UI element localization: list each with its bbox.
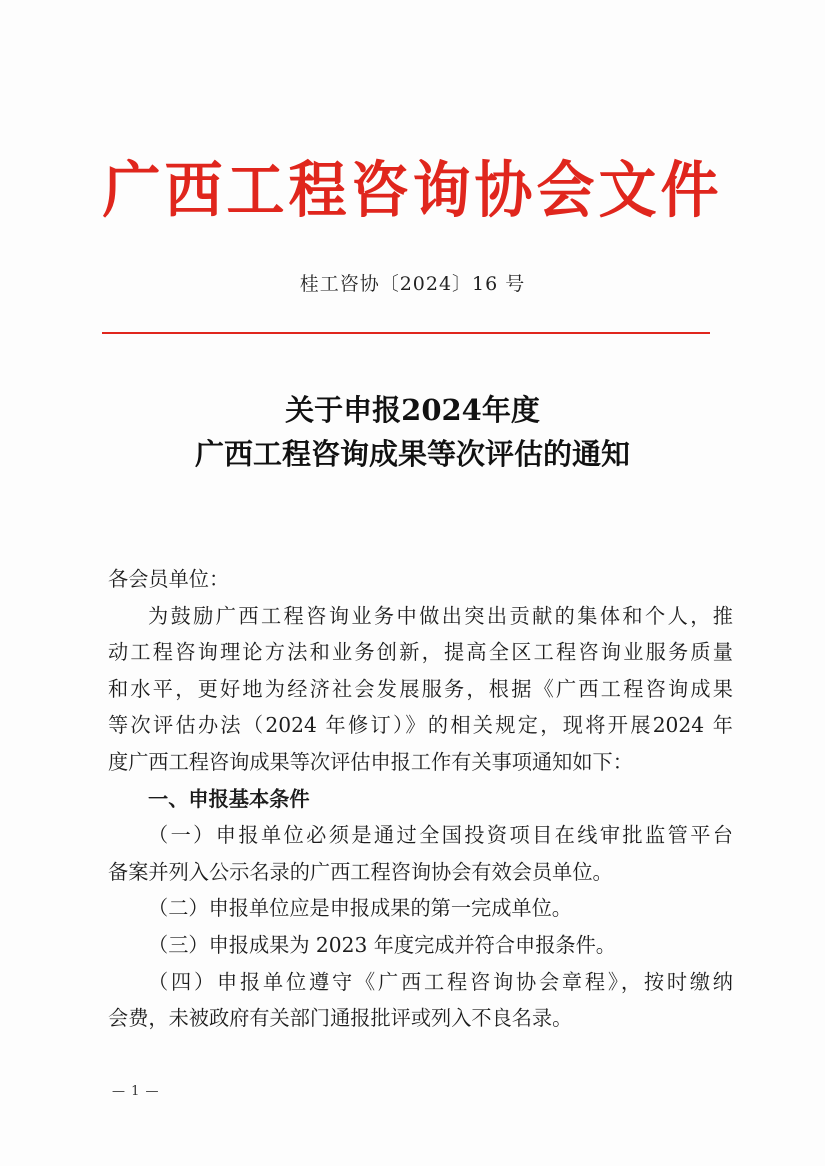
- condition-item-2: [108, 890, 733, 927]
- document-body: [108, 561, 733, 1037]
- notice-title-line-2: 广西工程咨询成果等次评估的通知: [194, 437, 630, 471]
- red-separator-line: [102, 332, 710, 334]
- condition-line: （二）申报单位应是申报成果的第一完成单位。: [148, 896, 572, 921]
- intro-line: 为鼓励广西工程咨询业务中做出突出贡献的集体和个人，推: [148, 603, 733, 628]
- intro-line: 和水平，更好地为经济社会发展服务，根据《广西工程咨询成果: [108, 676, 733, 701]
- condition-item-1: [108, 817, 733, 890]
- intro-line: 度广西工程咨询成果等次评估申报工作有关事项通知如下：: [108, 749, 633, 774]
- condition-line: （四）申报单位遵守《广西工程咨询协会章程》，按时缴纳: [148, 969, 733, 994]
- condition-line: （三）申报成果为 2023 年度完成并符合申报条件。: [148, 932, 616, 957]
- masthead-title: 广西工程咨询协会文件: [102, 154, 723, 226]
- intro-line: 等次评估办法（2024 年修订）》的相关规定，现将开展2024 年: [108, 713, 733, 738]
- condition-line: 会费，未被政府有关部门通报批评或列入不良名录。: [108, 1006, 573, 1031]
- notice-title: [0, 388, 825, 476]
- condition-item-4: [108, 964, 733, 1037]
- intro-line: 动工程咨询理论方法和业务创新，提高全区工程咨询业服务质量: [108, 640, 733, 665]
- condition-item-3: [108, 927, 733, 964]
- intro-paragraph: [108, 598, 733, 781]
- condition-line: （一）申报单位必须是通过全国投资项目在线审批监管平台: [148, 823, 733, 848]
- section-heading: 一、申报基本条件: [148, 786, 310, 811]
- page-number: — 1 —: [112, 1084, 160, 1099]
- salutation: 各会员单位：: [108, 567, 230, 591]
- notice-title-line-1: 关于申报2024年度: [285, 393, 540, 427]
- document-number: 桂工咨协〔2024〕16 号: [299, 273, 526, 295]
- condition-line: 备案并列入公示名录的广西工程咨询协会有效会员单位。: [108, 859, 613, 884]
